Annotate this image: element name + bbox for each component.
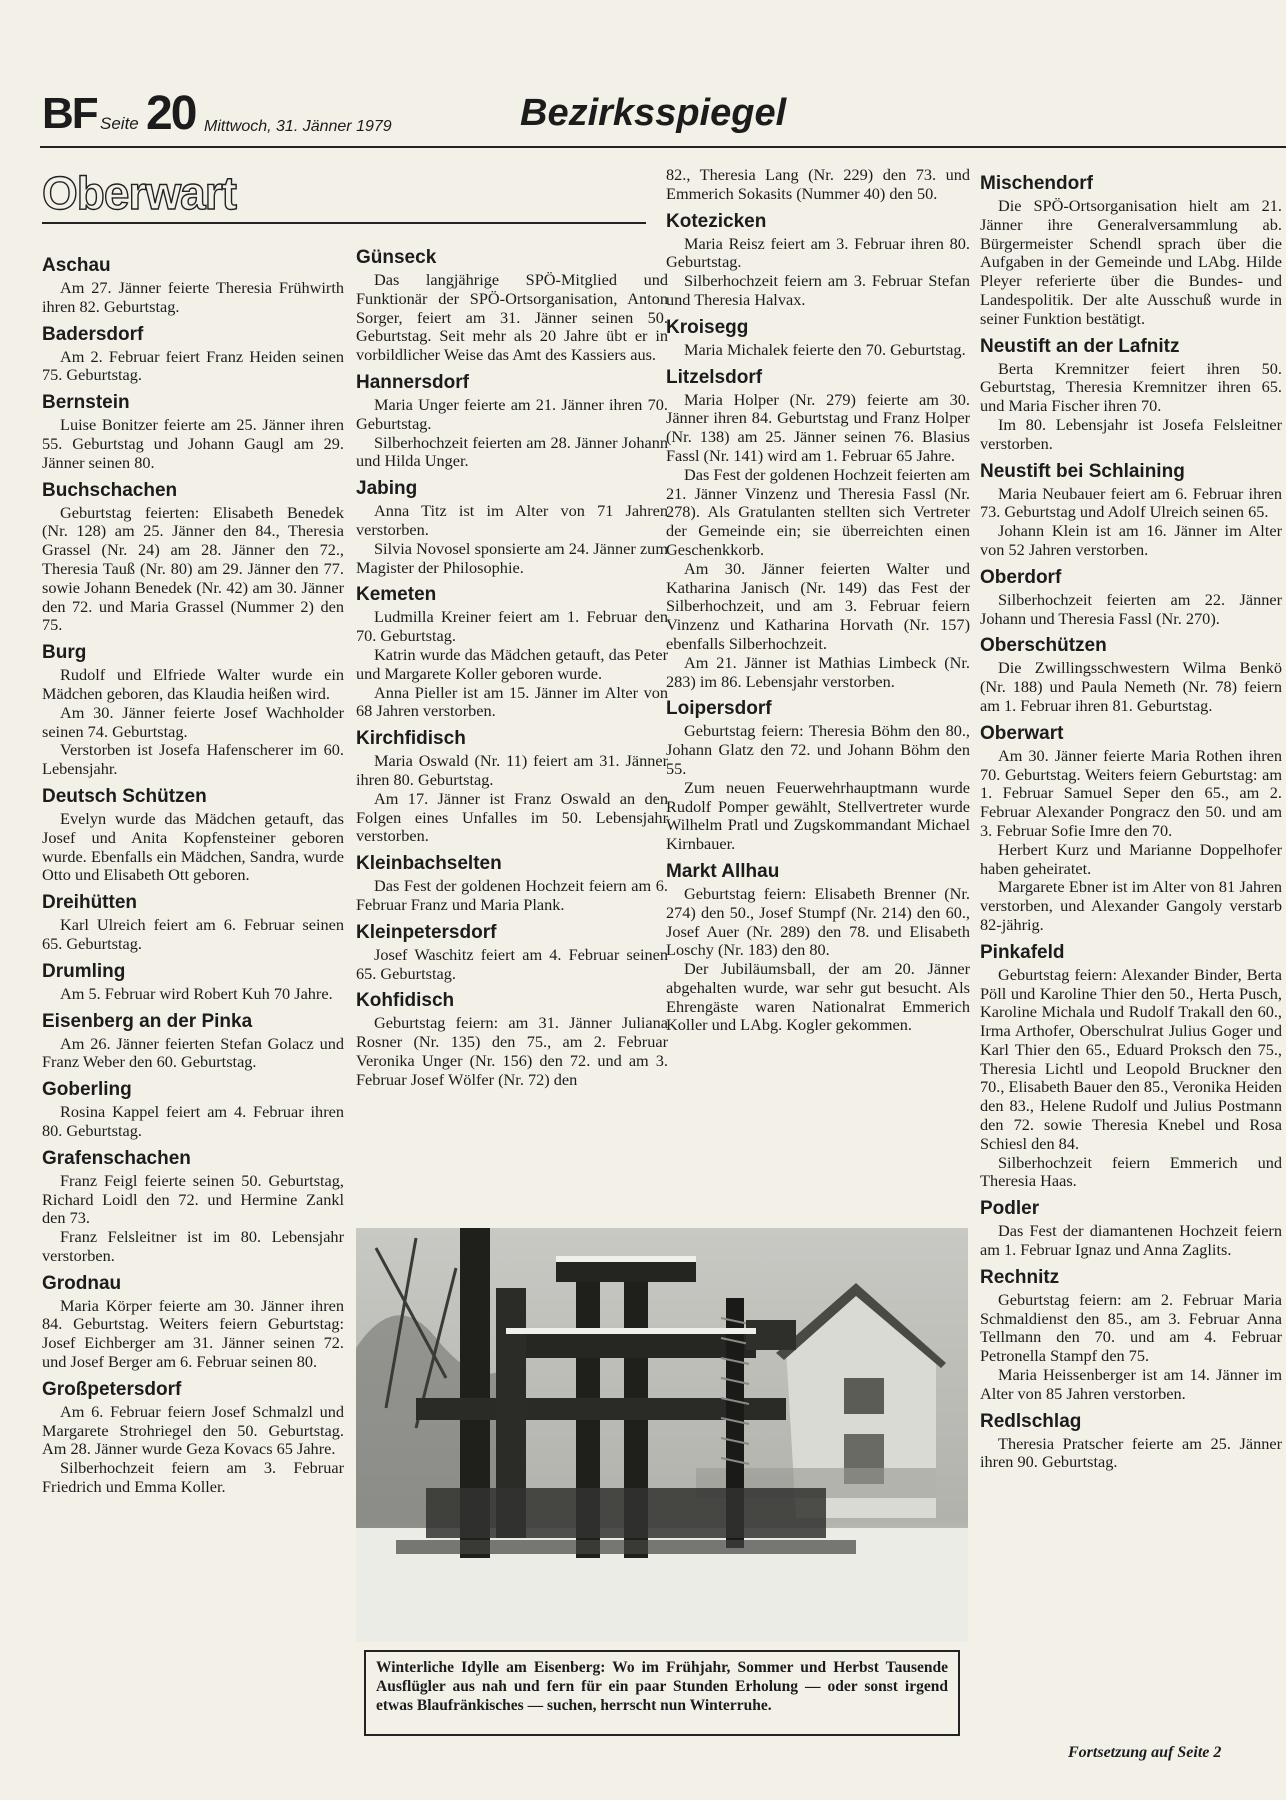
news-paragraph: Theresia Pratscher feierte am 25. Jänner ihren 90. Geburtstag. (980, 1433, 1282, 1472)
page-label: Seite (100, 114, 139, 133)
place-heading: Günseck (356, 247, 437, 268)
place-heading: Kotezicken (666, 210, 767, 232)
news-paragraph: Silberhochzeit feiern Emmerich und Theresia Haas. (980, 1152, 1282, 1191)
news-paragraph: Am 27. Jänner feierte Theresia Frühwirth ihren 82. Geburtstag. (42, 278, 344, 316)
place-heading: Badersdorf (42, 323, 144, 345)
photo-caption: Winterliche Idylle am Eisenberg: Wo im Frühjahr, Sommer und Herbst Tausende Ausflügler aus nah und fern für ein paar Stunden Erholung — oder sonst irgend etwas Blaufränkisches — suchen, herrscht nun Winterruhe. (364, 1650, 960, 1736)
place-heading: Oberwart (980, 722, 1064, 744)
news-paragraph: Maria Oswald (Nr. 11) feiert am 31. Jänner ihren 80. Geburtstag. (356, 751, 668, 789)
section-title: Bezirksspiegel (520, 92, 787, 134)
news-paragraph: Das Fest der goldenen Hochzeit feiern am 6. Februar Franz und Maria Plank. (356, 876, 668, 914)
place-heading: Grodnau (42, 1272, 122, 1294)
place-heading: Pinkafeld (980, 941, 1065, 963)
place-heading: Markt Allhau (666, 860, 780, 882)
news-paragraph: Maria Reisz feiert am 3. Februar ihren 80. Geburtstag. (666, 233, 970, 272)
news-paragraph: Am 26. Jänner feierten Stefan Golacz und Franz Weber den 60. Geburtstag. (42, 1033, 344, 1072)
region-rule (42, 222, 646, 224)
place-heading: Redlschlag (980, 1410, 1082, 1432)
news-paragraph: Das Fest der diamantenen Hochzeit feiern am 1. Februar Ignaz und Anna Zaglits. (980, 1221, 1282, 1260)
place-heading: Mischendorf (980, 173, 1093, 194)
header-rule (40, 146, 1286, 148)
news-paragraph: Verstorben ist Josefa Hafenscherer im 60. Lebensjahr. (42, 740, 344, 779)
news-paragraph: Geburtstag feiern: Alexander Binder, Berta Pöll und Karoline Thier den 50., Herta Pusch, Karoline Michala und Rudolf Trakall den 60., Irma Arthofer, Oberschulrat Julius Goger und Karl Thier den 65., Eduard Proksch den 75., Theresia Lichtl und Leopold Bruckner den 70., Elisabeth Bauer den 85., Veronika Heiden den 83., Helene Rudolf und Julius Postmann den 72. sowie Theresia Knebel und Rosa Schiesl den 84. (980, 964, 1282, 1153)
news-paragraph: Evelyn wurde das Mädchen getauft, das Josef und Anita Kopfensteiner geboren wurde. Ebenfalls ein Mädchen, Sandra, wurde Otto und Elisabeth Ott geboren. (42, 808, 344, 885)
news-paragraph: 82., Theresia Lang (Nr. 229) den 73. und Emmerich Sokasits (Nummer 40) den 50. (666, 165, 970, 203)
news-paragraph: Geburtstag feiern: am 2. Februar Maria Schmaldienst den 85., am 3. Februar Anna Tellmann den 70. und am 4. Februar Petronella Stampf den 75. (980, 1289, 1282, 1366)
news-paragraph: Das Fest der goldenen Hochzeit feierten am 21. Jänner Vinzenz und Theresia Fassl (Nr. 278). Als Gratulanten stellten sich Vertreter der Gemeinde ein; sie überreichten einen Geschenkkorb. (666, 464, 970, 559)
page-number: 20 (146, 87, 196, 140)
place-heading: Deutsch Schützen (42, 785, 207, 807)
place-heading: Neustift an der Lafnitz (980, 335, 1180, 357)
news-paragraph: Das langjährige SPÖ-Mitglied und Funktionär der SPÖ-Ortsorganisation, Anton Sorger, feiert am 31. Jänner seinen 50. Geburtstag. Seit mehr als 20 Jahre übt er in vorbildlicher Weise das Amt des Kassiers aus. (356, 270, 668, 365)
news-paragraph: Geburtstag feierten: Elisabeth Benedek (Nr. 128) am 25. Jänner den 84., Theresia Grassel (Nr. 24) am 28. Jänner den 72., Theresia Tauß (Nr. 80) am 29. Jänner den 77. sowie Johann Benedek (Nr. 42) am 30. Jänner den 72. und Maria Grassel (Nummer 2) den 75. (42, 502, 344, 635)
place-heading: Eisenberg an der Pinka (42, 1010, 253, 1032)
news-paragraph: Rudolf und Elfriede Walter wurde ein Mädchen geboren, das Klaudia heißen wird. (42, 665, 344, 703)
column-2 (356, 240, 668, 1090)
news-paragraph: Geburtstag feiern: Elisabeth Brenner (Nr. 274) den 50., Josef Stumpf (Nr. 214) den 60., Josef Auer (Nr. 289) den 78. und Elisabeth Loschy (Nr. 183) den 80. (666, 883, 970, 960)
place-heading: Dreihütten (42, 892, 137, 914)
news-paragraph: Am 6. Februar feiern Josef Schmalzl und Margarete Strohriegel den 50. Geburtstag. Am 28. Jänner wurde Geza Kovacs 65 Jahre. (42, 1401, 344, 1459)
news-paragraph: Karl Ulreich feiert am 6. Februar seinen 65. Geburtstag. (42, 915, 344, 953)
news-paragraph: Maria Körper feierte am 30. Jänner ihren 84. Geburtstag. Weiters feiern Geburtstag: Josef Eichberger am 31. Jänner seinen 72. und Josef Berger am 6. Februar seinen 80. (42, 1295, 344, 1372)
place-heading: Aschau (42, 255, 111, 276)
place-heading: Kleinbachselten (356, 853, 502, 875)
column-3 (666, 166, 970, 1035)
place-heading: Neustift bei Schlaining (980, 460, 1185, 482)
place-heading: Goberling (42, 1079, 132, 1101)
news-paragraph: Maria Heissenberger ist am 14. Jänner im Alter von 85 Jahren verstorben. (980, 1365, 1282, 1403)
place-heading: Kleinpetersdorf (356, 921, 497, 943)
winter-photo (356, 1228, 968, 1642)
place-heading: Großpetersdorf (42, 1378, 182, 1400)
news-paragraph: Maria Neubauer feiert am 6. Februar ihren 73. Geburtstag und Adolf Ulreich seinen 65. (980, 483, 1282, 522)
news-paragraph: Am 17. Jänner ist Franz Oswald an den Folgen eines Unfalles im 50. Lebensjahr verstorben. (356, 788, 668, 846)
news-paragraph: Die Zwillingsschwestern Wilma Benkö (Nr. 188) und Paula Nemeth (Nr. 78) feiern am 1. Februar ihren 81. Geburtstag. (980, 658, 1282, 715)
news-paragraph: Katrin wurde das Mädchen getauft, das Peter und Margarete Koller geboren wurde. (356, 644, 668, 683)
place-heading: Oberschützen (980, 635, 1107, 657)
place-heading: Rechnitz (980, 1266, 1060, 1288)
news-paragraph: Silvia Novosel sponsierte am 24. Jänner zum Magister der Philosophie. (356, 538, 668, 577)
news-paragraph: Am 2. Februar feiert Franz Heiden seinen 75. Geburtstag. (42, 346, 344, 385)
place-heading: Podler (980, 1198, 1040, 1220)
news-paragraph: Am 30. Jänner feierte Maria Rothen ihren 70. Geburtstag. Weiters feiern Geburtstag: am 1. Februar Samuel Seper den 65., am 2. Februar Alexander Pongracz den 50. und am 3. Februar Sofie Imre den 70. (980, 745, 1282, 840)
news-paragraph: Im 80. Lebensjahr ist Josefa Felsleitner verstorben. (980, 414, 1282, 453)
news-paragraph: Herbert Kurz und Marianne Doppelhofer haben geheiratet. (980, 839, 1282, 878)
news-paragraph: Margarete Ebner ist im Alter von 81 Jahren verstorben, und Alexander Gangoly verstarb 82-jährig. (980, 877, 1282, 934)
news-paragraph: Am 30. Jänner feierte Josef Wachholder seinen 74. Geburtstag. (42, 702, 344, 741)
place-heading: Loipersdorf (666, 698, 772, 720)
wine-press-photo-illustration (356, 1228, 968, 1642)
news-paragraph: Am 21. Jänner ist Mathias Limbeck (Nr. 283) im 86. Lebensjahr verstorben. (666, 652, 970, 691)
news-paragraph: Zum neuen Feuerwehrhauptmann wurde Rudolf Pomper gewählt, Stellvertreter wurde Wilhelm Pratl und Zugskommandant Michael Kirnbauer. (666, 777, 970, 854)
news-paragraph: Die SPÖ-Ortsorganisation hielt am 21. Jänner ihre Generalversammlung ab. Bürgermeister Schendl sprach über die Aufgaben in der Gemeinde und LAbg. Hilde Pleyer referierte über die Bundes- und Landespolitik. Der alte Ausschuß wurde in seiner Funktion bestätigt. (980, 196, 1282, 328)
place-heading: Grafenschachen (42, 1147, 191, 1169)
news-paragraph: Anna Titz ist im Alter von 71 Jahren verstorben. (356, 501, 668, 539)
newspaper-logo: BF (42, 89, 97, 138)
news-paragraph: Der Jubiläumsball, der am 20. Jänner abgehalten wurde, war sehr gut besucht. Als Ehrengäste waren Nationalrat Emmerich Koller und LAbg. Kogler gekommen. (666, 959, 970, 1035)
news-paragraph: Silberhochzeit feiern am 3. Februar Friedrich und Emma Koller. (42, 1458, 344, 1497)
place-heading: Buchschachen (42, 479, 178, 501)
news-paragraph: Geburtstag feiern: am 31. Jänner Juliana Rosner (Nr. 135) den 75., am 2. Februar Veronika Unger (Nr. 156) den 72. und am 3. Februar Josef Wölfer (Nr. 72) den (356, 1013, 668, 1089)
place-heading: Kirchfidisch (356, 728, 466, 750)
region-title: Oberwart (42, 167, 236, 219)
news-paragraph: Franz Felsleitner ist im 80. Lebensjahr verstorben. (42, 1227, 344, 1265)
news-paragraph: Silberhochzeit feierten am 28. Jänner Johann und Hilda Unger. (356, 432, 668, 471)
news-paragraph: Silberhochzeit feierten am 22. Jänner Johann und Theresia Fassl (Nr. 270). (980, 589, 1282, 628)
place-heading: Bernstein (42, 392, 130, 414)
news-paragraph: Am 30. Jänner feierten Walter und Katharina Janisch (Nr. 149) das Fest der Silberhochzeit, und am 3. Februar feiern Vinzenz und Katharina Horvath (Nr. 157) ebenfalls Silberhochzeit. (666, 558, 970, 653)
news-paragraph: Ludmilla Kreiner feiert am 1. Februar den 70. Geburtstag. (356, 607, 668, 646)
place-heading: Kohfidisch (356, 990, 455, 1012)
issue-date: Mittwoch, 31. Jänner 1979 (204, 118, 392, 135)
news-paragraph: Maria Holper (Nr. 279) feierte am 30. Jänner ihren 84. Geburtstag und Franz Holper (Nr. 138) am 25. Jänner seinen 76. Blasius Fassl (Nr. 141) wird am 1. Februar 65 Jahre. (666, 389, 970, 465)
news-paragraph: Rosina Kappel feiert am 4. Februar ihren 80. Geburtstag. (42, 1102, 344, 1140)
column-4 (980, 166, 1282, 1472)
news-paragraph: Anna Pieller ist am 15. Jänner im Alter von 68 Jahren verstorben. (356, 682, 668, 721)
place-heading: Oberdorf (980, 566, 1062, 588)
news-paragraph: Maria Michalek feierte den 70. Geburtstag. (684, 339, 966, 359)
news-paragraph: Geburtstag feiern: Theresia Böhm den 80., Johann Glatz den 72. und Johann Böhm den 55. (666, 721, 970, 778)
news-paragraph: Maria Unger feierte am 21. Jänner ihren 70. Geburtstag. (356, 394, 668, 433)
news-paragraph: Silberhochzeit feiern am 3. Februar Stefan und Theresia Halvax. (666, 271, 970, 309)
news-paragraph: Berta Kremnitzer feiert ihren 50. Geburtstag, Theresia Kremnitzer ihren 65. und Maria Fischer ihren 70. (980, 358, 1282, 416)
place-heading: Kemeten (356, 584, 437, 606)
column-1 (42, 248, 344, 1497)
place-heading: Burg (42, 642, 87, 664)
place-heading: Litzelsdorf (666, 366, 763, 388)
place-heading: Drumling (42, 960, 126, 982)
news-paragraph: Am 5. Februar wird Robert Kuh 70 Jahre. (60, 983, 333, 1003)
place-heading: Jabing (356, 478, 418, 500)
news-paragraph: Johann Klein ist am 16. Jänner im Alter von 52 Jahren verstorben. (980, 521, 1282, 559)
place-heading: Kroisegg (666, 316, 749, 338)
news-paragraph: Franz Feigl feierte seinen 50. Geburtstag, Richard Loidl den 72. und Hermine Zankl den 73. (42, 1170, 344, 1228)
news-paragraph: Josef Waschitz feiert am 4. Februar seinen 65. Geburtstag. (356, 944, 668, 983)
continuation-note: Fortsetzung auf Seite 2 (1068, 1744, 1222, 1761)
place-heading: Hannersdorf (356, 371, 469, 393)
page-header (42, 86, 1282, 150)
news-paragraph: Luise Bonitzer feierte am 25. Jänner ihren 55. Geburtstag und Johann Gaugl am 29. Jänner seinen 80. (42, 415, 344, 472)
